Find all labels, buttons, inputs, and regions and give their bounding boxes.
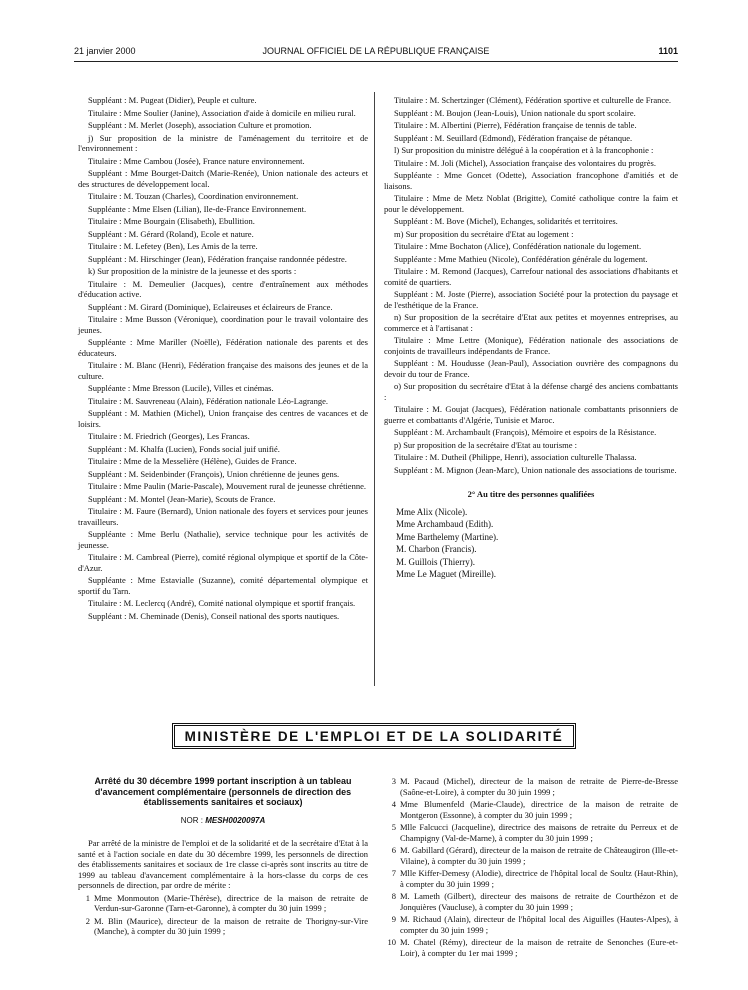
paragraph: Titulaire : Mme Paulin (Marie-Pascale), Mouvement rural de jeunesse chrétienne. xyxy=(88,481,366,491)
paragraph: Titulaire : M. Demeulier (Jacques), centre d'entraînement aux méthodes d'éducation active. xyxy=(78,278,368,299)
paragraph: Suppléante : Mme Estavialle (Suzanne), comité départemental olympique et sportif du Tarn. xyxy=(78,575,368,596)
header-date: 21 janvier 2000 xyxy=(74,46,136,56)
paragraph: Titulaire : Mme Lettre (Monique), Fédération nationale des associations de conjoints de travailleurs indépendants de France. xyxy=(384,335,678,356)
paragraph: Titulaire : M. Touzan (Charles), Coordination environnement. xyxy=(88,191,299,201)
paragraph: Titulaire : M. Friedrich (Georges), Les Francas. xyxy=(88,431,250,441)
item-number: 8 xyxy=(391,891,396,901)
arrete-left-column xyxy=(78,776,368,939)
qualified-person: M. Guillois (Thierry). xyxy=(396,556,475,567)
paragraph: Titulaire : M. Cambreal (Pierre), comité régional olympique et sportif de la Côte-d'Azur. xyxy=(78,552,368,573)
paragraph: Titulaire : M. Remond (Jacques), Carrefour national des associations d'habitants et comité de quartiers. xyxy=(384,266,678,287)
ministry-banner xyxy=(172,723,576,749)
column-separator xyxy=(374,92,375,686)
paragraph: Titulaire : M. Goujat (Jacques), Fédération nationale combattants prisonniers de guerre et combattants d'Algérie, Tunisie et Maroc. xyxy=(384,404,678,425)
list-item xyxy=(384,891,678,912)
paragraph: Suppléant : M. Archambault (François), Mémoire et espoirs de la Résistance. xyxy=(394,427,657,437)
item-text: M. Richaud (Alain), directeur de l'hôpital local des Aiguilles (Hautes-Alpes), à compter du 30 juin 1999 ; xyxy=(400,914,678,935)
paragraph: Titulaire : Mme Bochaton (Alice), Confédération nationale du logement. xyxy=(394,241,642,251)
paragraph: k) Sur proposition de la ministre de la jeunesse et des sports : xyxy=(88,266,297,276)
paragraph: Titulaire : Mme de Metz Noblat (Brigitte), Comité catholique contre la faim et pour le développement. xyxy=(384,193,678,214)
item-number: 4 xyxy=(391,799,396,809)
item-number: 2 xyxy=(85,915,90,926)
list-item xyxy=(78,916,368,937)
paragraph: Titulaire : Mme Bourgain (Elisabeth), Ebullition. xyxy=(88,216,255,226)
item-text: M. Lameth (Gilbert), directeur des maisons de retraite de Courthézon et de Jonquières (Vaucluse), à compter du 30 juin 1999 ; xyxy=(400,891,678,912)
item-text: Mme Monmouton (Marie-Thérèse), directrice de la maison de retraite de Verdun-sur-Garonne (Tarn-et-Garonne), à compter du 30 juin 1999 ; xyxy=(94,892,368,913)
list-item xyxy=(384,776,678,797)
paragraph: m) Sur proposition du secrétaire d'Etat au logement : xyxy=(394,228,574,239)
list-item xyxy=(384,822,678,843)
paragraph: Titulaire : Mme de la Messelière (Hélène), Guides de France. xyxy=(88,456,297,466)
paragraph: Titulaire : Mme Busson (Véronique), coordination pour le travail volontaire des jeunes. xyxy=(78,314,368,335)
paragraph: Suppléante : Mme Mariller (Noëlle), Fédération nationale des parents et des éducateurs. xyxy=(78,337,368,358)
paragraph: p) Sur proposition de la secrétaire d'Etat au tourisme : xyxy=(394,439,578,450)
arrete-items-left xyxy=(78,893,368,937)
paragraph: o) Sur proposition du secrétaire d'Etat à la défense chargé des anciens combattants : xyxy=(384,381,678,402)
paragraph: Suppléant : M. Pugeat (Didier), Peuple et culture. xyxy=(88,95,257,105)
nor-reference xyxy=(78,816,368,827)
item-text: Mlle Kiffer-Demesy (Alodie), directrice de l'hôpital local de Soultz (Haut-Rhin), à compter du 30 juin 1999 ; xyxy=(400,868,678,889)
item-number: 5 xyxy=(391,822,396,832)
paragraph: l) Sur proposition du ministre délégué à la coopération et à la francophonie : xyxy=(394,145,654,155)
paragraph: Suppléant : M. Seidenbinder (François), Union chrétienne de jeunes gens. xyxy=(88,468,340,479)
paragraph: Suppléant : M. Houdusse (Jean-Paul), Association ouvrière des compagnons du devoir du tour de France. xyxy=(384,358,678,379)
paragraph: Suppléante : Mme Bresson (Lucile), Villes et cinémas. xyxy=(88,383,274,393)
paragraph: Titulaire : M. Joli (Michel), Association française des volontaires du progrès. xyxy=(394,157,656,168)
paragraph: Titulaire : M. Albertini (Pierre), Fédération française de tennis de table. xyxy=(394,120,637,130)
item-number: 10 xyxy=(387,937,396,947)
item-text: M. Gabillard (Gérard), directeur de la maison de retraite de Châteaugiron (Ille-et-Vilaine), à compter du 30 juin 1999 ; xyxy=(400,845,678,866)
paragraph: Titulaire : M. Blanc (Henri), Fédération française des maisons des jeunes et de la culture. xyxy=(78,360,368,381)
item-number: 3 xyxy=(391,776,396,786)
header-rule xyxy=(74,61,678,62)
paragraph: Suppléant : M. Merlet (Joseph), association Culture et promotion. xyxy=(88,120,312,130)
arrete-right-column xyxy=(384,776,678,960)
paragraph: Titulaire : Mme Soulier (Janine), Association d'aide à domicile en milieu rural. xyxy=(88,107,356,118)
list-item xyxy=(384,914,678,935)
paragraph: Suppléante : Mme Mathieu (Nicole), Confédération générale du logement. xyxy=(394,253,648,264)
paragraph: Suppléante : Mme Berlu (Nathalie), service technique pour les activités de jeunesse. xyxy=(78,529,368,550)
list-item xyxy=(384,937,678,958)
item-number: 7 xyxy=(391,868,396,878)
paragraph: Suppléant : M. Montel (Jean-Marie), Scouts de France. xyxy=(88,493,276,504)
qualified-heading: 2° Au titre des personnes qualifiées xyxy=(467,489,595,499)
nor-label: NOR : xyxy=(180,815,203,825)
paragraph: Suppléante : Mme Goncet (Odette), Association francophone d'amitiés et de liaisons. xyxy=(384,170,678,191)
paragraph: Titulaire : M. Faure (Bernard), Union nationale des foyers et services pour jeunes travailleurs. xyxy=(78,506,368,527)
paragraph: Suppléant : Mme Bourget-Daitch (Marie-Renée), Union nationale des acteurs et des structures de développement local. xyxy=(78,168,368,189)
paragraph: Titulaire : M. Sauvreneau (Alain), Fédération nationale Léo-Lagrange. xyxy=(88,395,328,406)
item-text: M. Pacaud (Michel), directeur de la maison de retraite de Pierre-de-Bresse (Saône-et-Loire), à compter du 30 juin 1999 ; xyxy=(400,776,678,797)
paragraph: Suppléant : M. Boujon (Jean-Louis), Union nationale du sport scolaire. xyxy=(394,107,636,118)
item-number: 1 xyxy=(85,892,90,903)
paragraph: Suppléant : M. Hirschinger (Jean), Fédération française randonnée pédestre. xyxy=(88,253,347,264)
item-number: 9 xyxy=(391,914,396,924)
right-column xyxy=(384,95,678,581)
paragraph: Suppléant : M. Joste (Pierre), association Société pour la protection du paysage et de l'esthétique de la France. xyxy=(384,289,678,310)
item-text: Mlle Falcucci (Jacqueline), directrice des maisons de retraite du Perreux et de Champigny (Val-de-Marne), à compter du 30 juin 1999 ; xyxy=(400,822,678,843)
paragraph: Suppléante : Mme Elsen (Lilian), Ile-de-France Environnement. xyxy=(88,203,307,214)
paragraph: n) Sur proposition de la secrétaire d'Etat aux petites et moyennes entreprises, au commerce et à l'artisanat : xyxy=(384,312,678,333)
paragraph: Titulaire : M. Leclercq (André), Comité national olympique et sportif français. xyxy=(88,598,356,608)
paragraph: j) Sur proposition de la ministre de l'aménagement du territoire et de l'environnement : xyxy=(78,132,368,153)
paragraph: Titulaire : M. Schertzinger (Clément), Fédération sportive et culturelle de France. xyxy=(394,95,672,105)
paragraph: Suppléant : M. Mignon (Jean-Marc), Union nationale des associations de tourisme. xyxy=(394,464,677,475)
paragraph: Suppléant : M. Bove (Michel), Echanges, solidarités et territoires. xyxy=(394,216,618,226)
qualified-person: Mme Alix (Nicole). xyxy=(396,506,468,517)
list-item xyxy=(384,845,678,866)
item-text: Mme Blumenfeld (Marie-Claude), directrice de la maison de retraite de Montgeron (Essonne), à compter du 30 juin 1999 ; xyxy=(400,799,678,820)
header-title: JOURNAL OFFICIEL DE LA RÉPUBLIQUE FRANÇAISE xyxy=(262,46,490,56)
qualified-list xyxy=(396,506,678,581)
paragraph: Suppléant : M. Girard (Dominique), Eclaireuses et éclaireurs de France. xyxy=(88,301,333,312)
left-column xyxy=(78,95,368,623)
paragraph: Titulaire : Mme Cambou (Josée), France nature environnement. xyxy=(88,155,305,166)
arrete-intro: Par arrêté de la ministre de l'emploi et de la solidarité et de la secrétaire d'Etat à la santé et à l'action sociale en date du 30 décembre 1999, les personnels de direction des établissements sanitaires et sociaux de 1re classe ci-après sont inscrits au titre de 1999 au tableau d'avancement complémentaire à la hors-classe du corps de ces personnels de direction, par ordre de mérite : xyxy=(78,838,368,890)
qualified-person: M. Charbon (Francis). xyxy=(396,544,477,554)
arrete-items-right xyxy=(384,776,678,958)
item-number: 6 xyxy=(391,845,396,855)
item-text: M. Chatel (Rémy), directeur de la maison de retraite de Senonches (Eure-et-Loir), à compter du 1er mai 1999 ; xyxy=(400,937,678,958)
qualified-person: Mme Archambaud (Edith). xyxy=(396,519,494,529)
paragraph: Suppléant : M. Mathien (Michel), Union française des centres de vacances et de loisirs. xyxy=(78,408,368,429)
paragraph: Suppléant : M. Khalfa (Lucien), Fonds social juif unifié. xyxy=(88,443,280,454)
qualified-person: Mme Barthelemy (Martine). xyxy=(396,531,499,542)
qualified-person: Mme Le Maguet (Mireille). xyxy=(396,569,496,579)
page-number: 1101 xyxy=(658,46,678,56)
list-item xyxy=(384,868,678,889)
right-column-paragraphs xyxy=(384,95,678,475)
paragraph: Suppléant : M. Seuillard (Edmond), Fédération française de pétanque. xyxy=(394,132,633,143)
list-item xyxy=(384,799,678,820)
arrete-title: Arrêté du 30 décembre 1999 portant inscription à un tableau d'avancement complémentaire (personnels de direction des établissements sanitaires et sociaux) xyxy=(94,776,352,807)
paragraph: Titulaire : M. Lefetey (Ben), Les Amis de la terre. xyxy=(88,241,258,251)
paragraph: Suppléant : M. Gérard (Roland), Ecole et nature. xyxy=(88,228,254,239)
paragraph: Titulaire : M. Dutheil (Philippe, Henri), association culturelle Thalassa. xyxy=(394,452,637,462)
page-header xyxy=(74,46,678,60)
paragraph: Suppléant : M. Cheminade (Denis), Conseil national des sports nautiques. xyxy=(88,610,340,621)
ministry-title: MINISTÈRE DE L'EMPLOI ET DE LA SOLIDARITÉ xyxy=(184,728,564,744)
nor-code: MESH0020097A xyxy=(205,815,266,825)
item-text: M. Blin (Maurice), directeur de la maison de retraite de Thorigny-sur-Vire (Manche), à compter du 30 juin 1999 ; xyxy=(94,915,368,936)
list-item xyxy=(78,893,368,914)
